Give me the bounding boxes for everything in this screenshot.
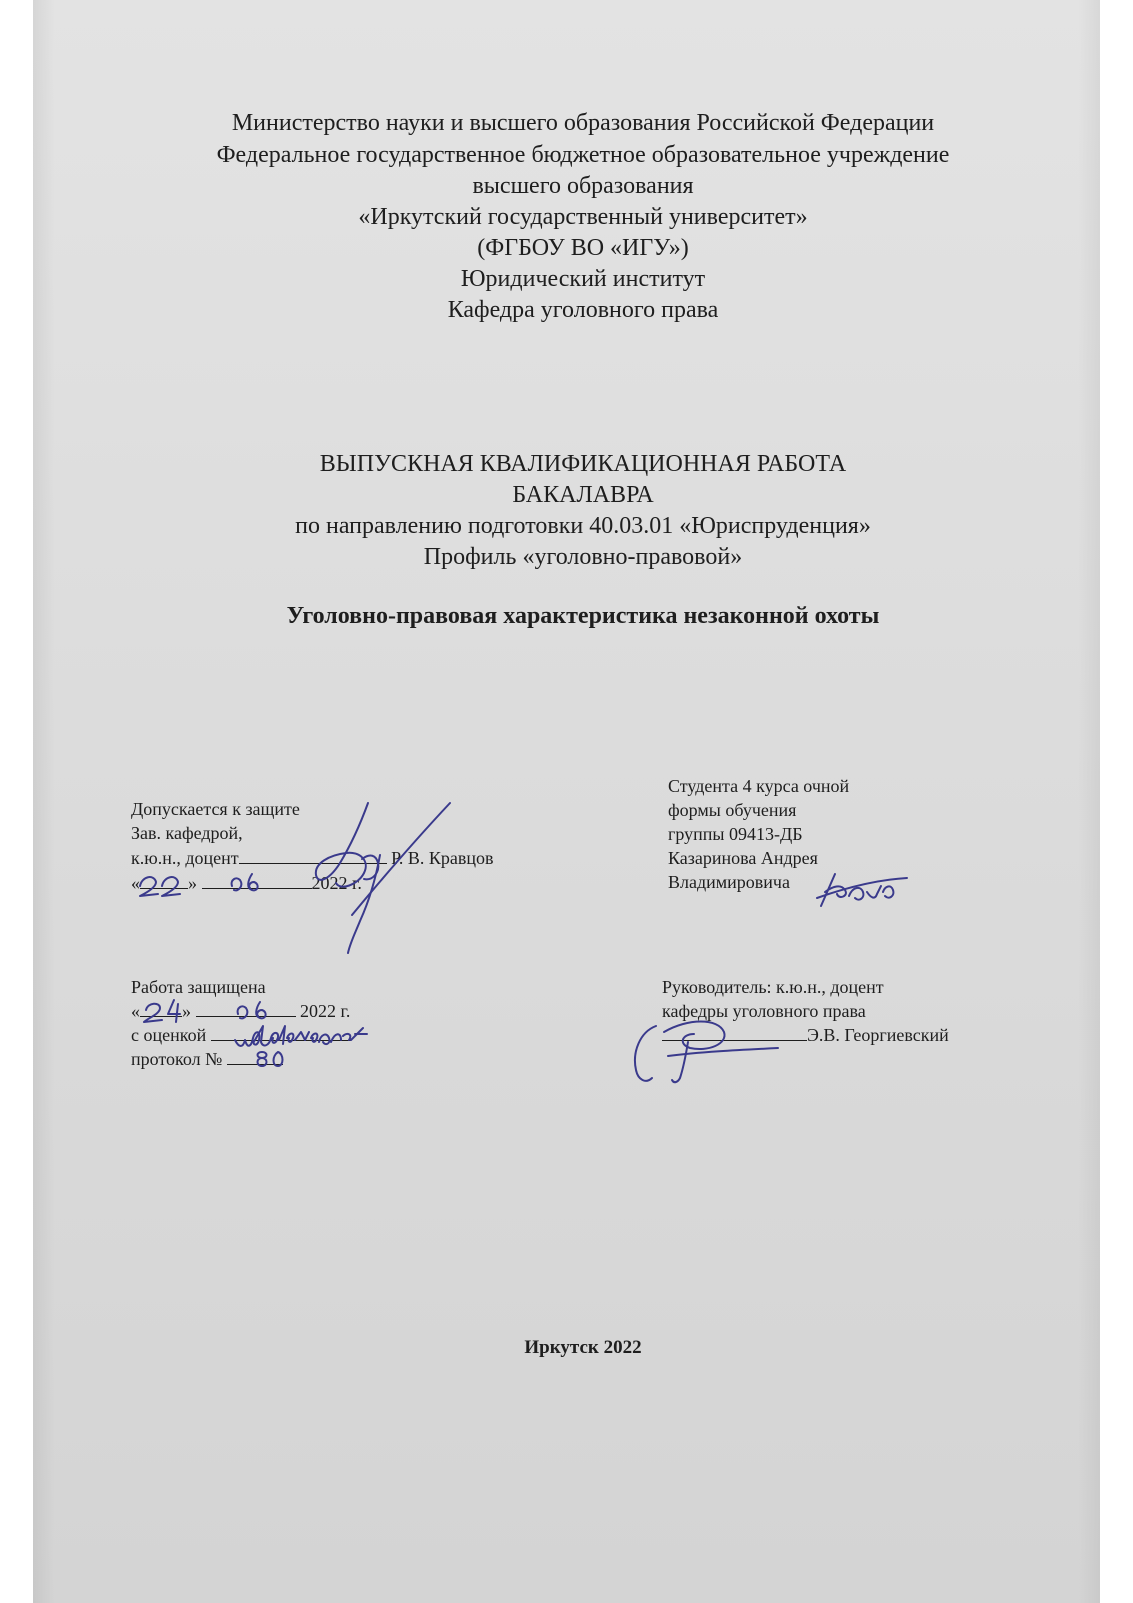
head-signature — [260, 795, 460, 955]
student-study-form: формы обучения — [668, 800, 797, 820]
defense-year: 2022 г. — [300, 1001, 351, 1021]
work-degree: БАКАЛАВРА — [512, 482, 654, 508]
student-group: группы 09413-ДБ — [668, 824, 803, 844]
head-name: Р. В. Кравцов — [391, 848, 494, 868]
supervisor-signature — [628, 1012, 788, 1087]
supervisor-department: кафедры уголовного права — [662, 1001, 866, 1021]
header-university: «Иркутский государственный университет» — [358, 204, 808, 230]
student-signature — [815, 868, 910, 913]
quote-close: » — [182, 1001, 191, 1021]
grade-label: с оценкой — [131, 1025, 207, 1045]
header-institution-type: Федеральное государственное бюджетное образовательное учреждение — [216, 142, 950, 168]
work-type-title: ВЫПУСКНАЯ КВАЛИФИКАЦИОННАЯ РАБОТА — [319, 451, 847, 477]
admission-label: Допускается к защите — [131, 799, 300, 819]
protocol-label: протокол № — [131, 1049, 223, 1069]
student-patronymic: Владимировича — [668, 872, 790, 892]
protocol-number-handwritten — [252, 1046, 292, 1074]
student-course: Студента 4 курса очной — [668, 776, 850, 796]
head-of-department-label: Зав. кафедрой, — [131, 823, 243, 843]
supervisor-position: Руководитель: к.ю.н., доцент — [662, 977, 884, 997]
header-department: Кафедра уголовного права — [447, 297, 719, 323]
study-profile: Профиль «уголовно-правовой» — [423, 544, 743, 570]
quote-open: « — [131, 873, 140, 893]
supervisor-name: Э.В. Георгиевский — [807, 1025, 949, 1045]
admission-day-handwritten — [134, 864, 194, 900]
study-direction: по направлению подготовки 40.03.01 «Юриспруденция» — [295, 513, 871, 539]
head-degree: к.ю.н., доцент — [131, 848, 239, 868]
thesis-title: Уголовно-правовая характеристика незаконной охоты — [286, 603, 880, 629]
header-institute: Юридический институт — [460, 266, 706, 292]
header-education-level: высшего образования — [472, 173, 694, 199]
quote-close: » — [188, 873, 197, 893]
defense-month-handwritten — [232, 996, 276, 1024]
city-year: Иркутск 2022 — [524, 1337, 642, 1358]
student-name: Казаринова Андрея — [668, 848, 818, 868]
defense-day-handwritten — [140, 996, 190, 1026]
admission-year: 2022 г. — [311, 873, 362, 893]
quote-open: « — [131, 1001, 140, 1021]
header-abbreviation: (ФГБОУ ВО «ИГУ») — [477, 235, 689, 261]
admission-month-handwritten — [226, 866, 276, 896]
defense-label: Работа защищена — [131, 977, 266, 997]
header-ministry: Министерство науки и высшего образования Российской Федерации — [231, 110, 935, 136]
